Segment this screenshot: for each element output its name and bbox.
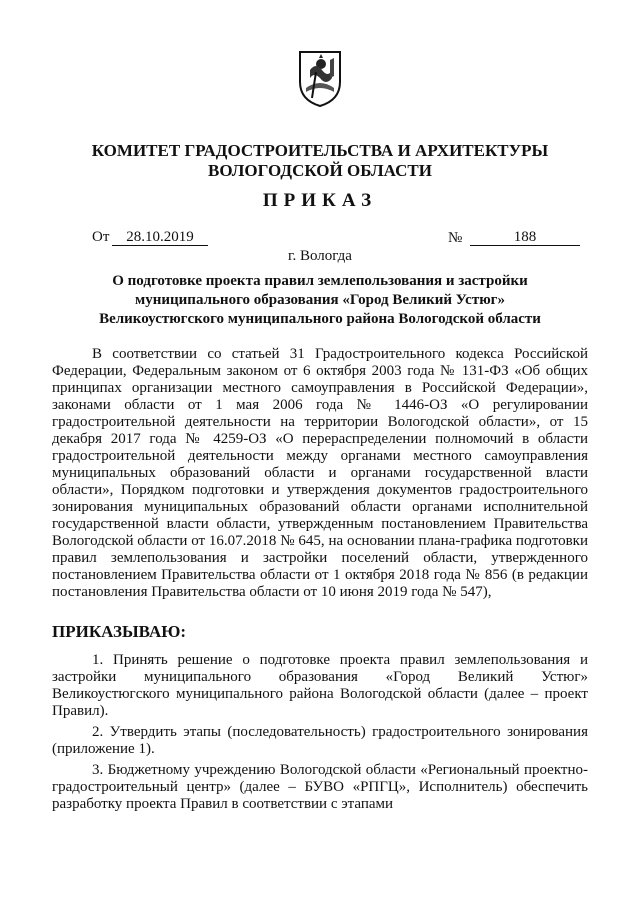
subject-line: муниципального образования «Город Великий Устюг»	[135, 292, 505, 308]
decree-item: 3. Бюджетному учреждению Вологодской области «Региональный проектно-градостроительный центр» (далее – БУВО «РПГЦ», Исполнитель) обеспечить разработку проекта Правил в соответствии с этапами	[52, 762, 588, 812]
subject-line: О подготовке проекта правил землепользования и застройки	[112, 273, 528, 289]
number-label: №	[448, 230, 463, 246]
preamble-paragraph: В соответствии со статьей 31 Градостроительного кодекса Российской Федерации, Федеральным законом от 6 октября 2003 года № 131-ФЗ «Об общих принципах организации местного самоуправления в Российской Федерации», законами области от 1 мая 2006 года № 1446-ОЗ «О регулировании градостроительной деятельности на территории Вологодской области», от 15 декабря 2017 года № 4259-ОЗ «О перераспределении полномочий в области градостроительной деятельности между органами местного самоуправления муниципальных образований области и органами государственной власти области», Порядком подготовки и утверждения документов градостроительного зонирования муниципальных образований области органами исполнительной государственной власти области, утвержденным постановлением Правительства Вологодской области от 16.07.2018 № 645, на основании плана-графика подготовки правил землепользования и застройки поселений области, утвержденного постановлением Правительства области от 1 октября 2018 года № 856 (в редакции постановления Правительства области от 10 июня 2019 года № 547),	[52, 346, 588, 600]
coat-of-arms-icon	[296, 48, 344, 108]
org-name-line1: КОМИТЕТ ГРАДОСТРОИТЕЛЬСТВА И АРХИТЕКТУРЫ	[91, 141, 549, 160]
org-name-line2: ВОЛОГОДСКОЙ ОБЛАСТИ	[208, 161, 432, 180]
document-subject	[60, 272, 580, 329]
decree-item: 2. Утвердить этапы (последовательность) градостроительного зонирования (приложение 1).	[52, 724, 588, 757]
date-value: 28.10.2019	[112, 229, 208, 246]
decree-item: 1. Принять решение о подготовке проекта правил землепользования и застройки муниципального образования «Город Великий Устюг» Великоустюгского муниципального района Вологодской области (далее – проект Правил).	[52, 652, 588, 719]
document-type-title: ПРИКАЗ	[262, 190, 378, 211]
number-value: 188	[470, 229, 580, 246]
subject-line: Великоустюгского муниципального района Вологодской области	[99, 311, 541, 327]
decree-items	[52, 652, 588, 817]
date-label: От	[92, 229, 110, 245]
decree-heading: ПРИКАЗЫВАЮ:	[52, 622, 187, 641]
city-name: г. Вологда	[288, 248, 352, 264]
